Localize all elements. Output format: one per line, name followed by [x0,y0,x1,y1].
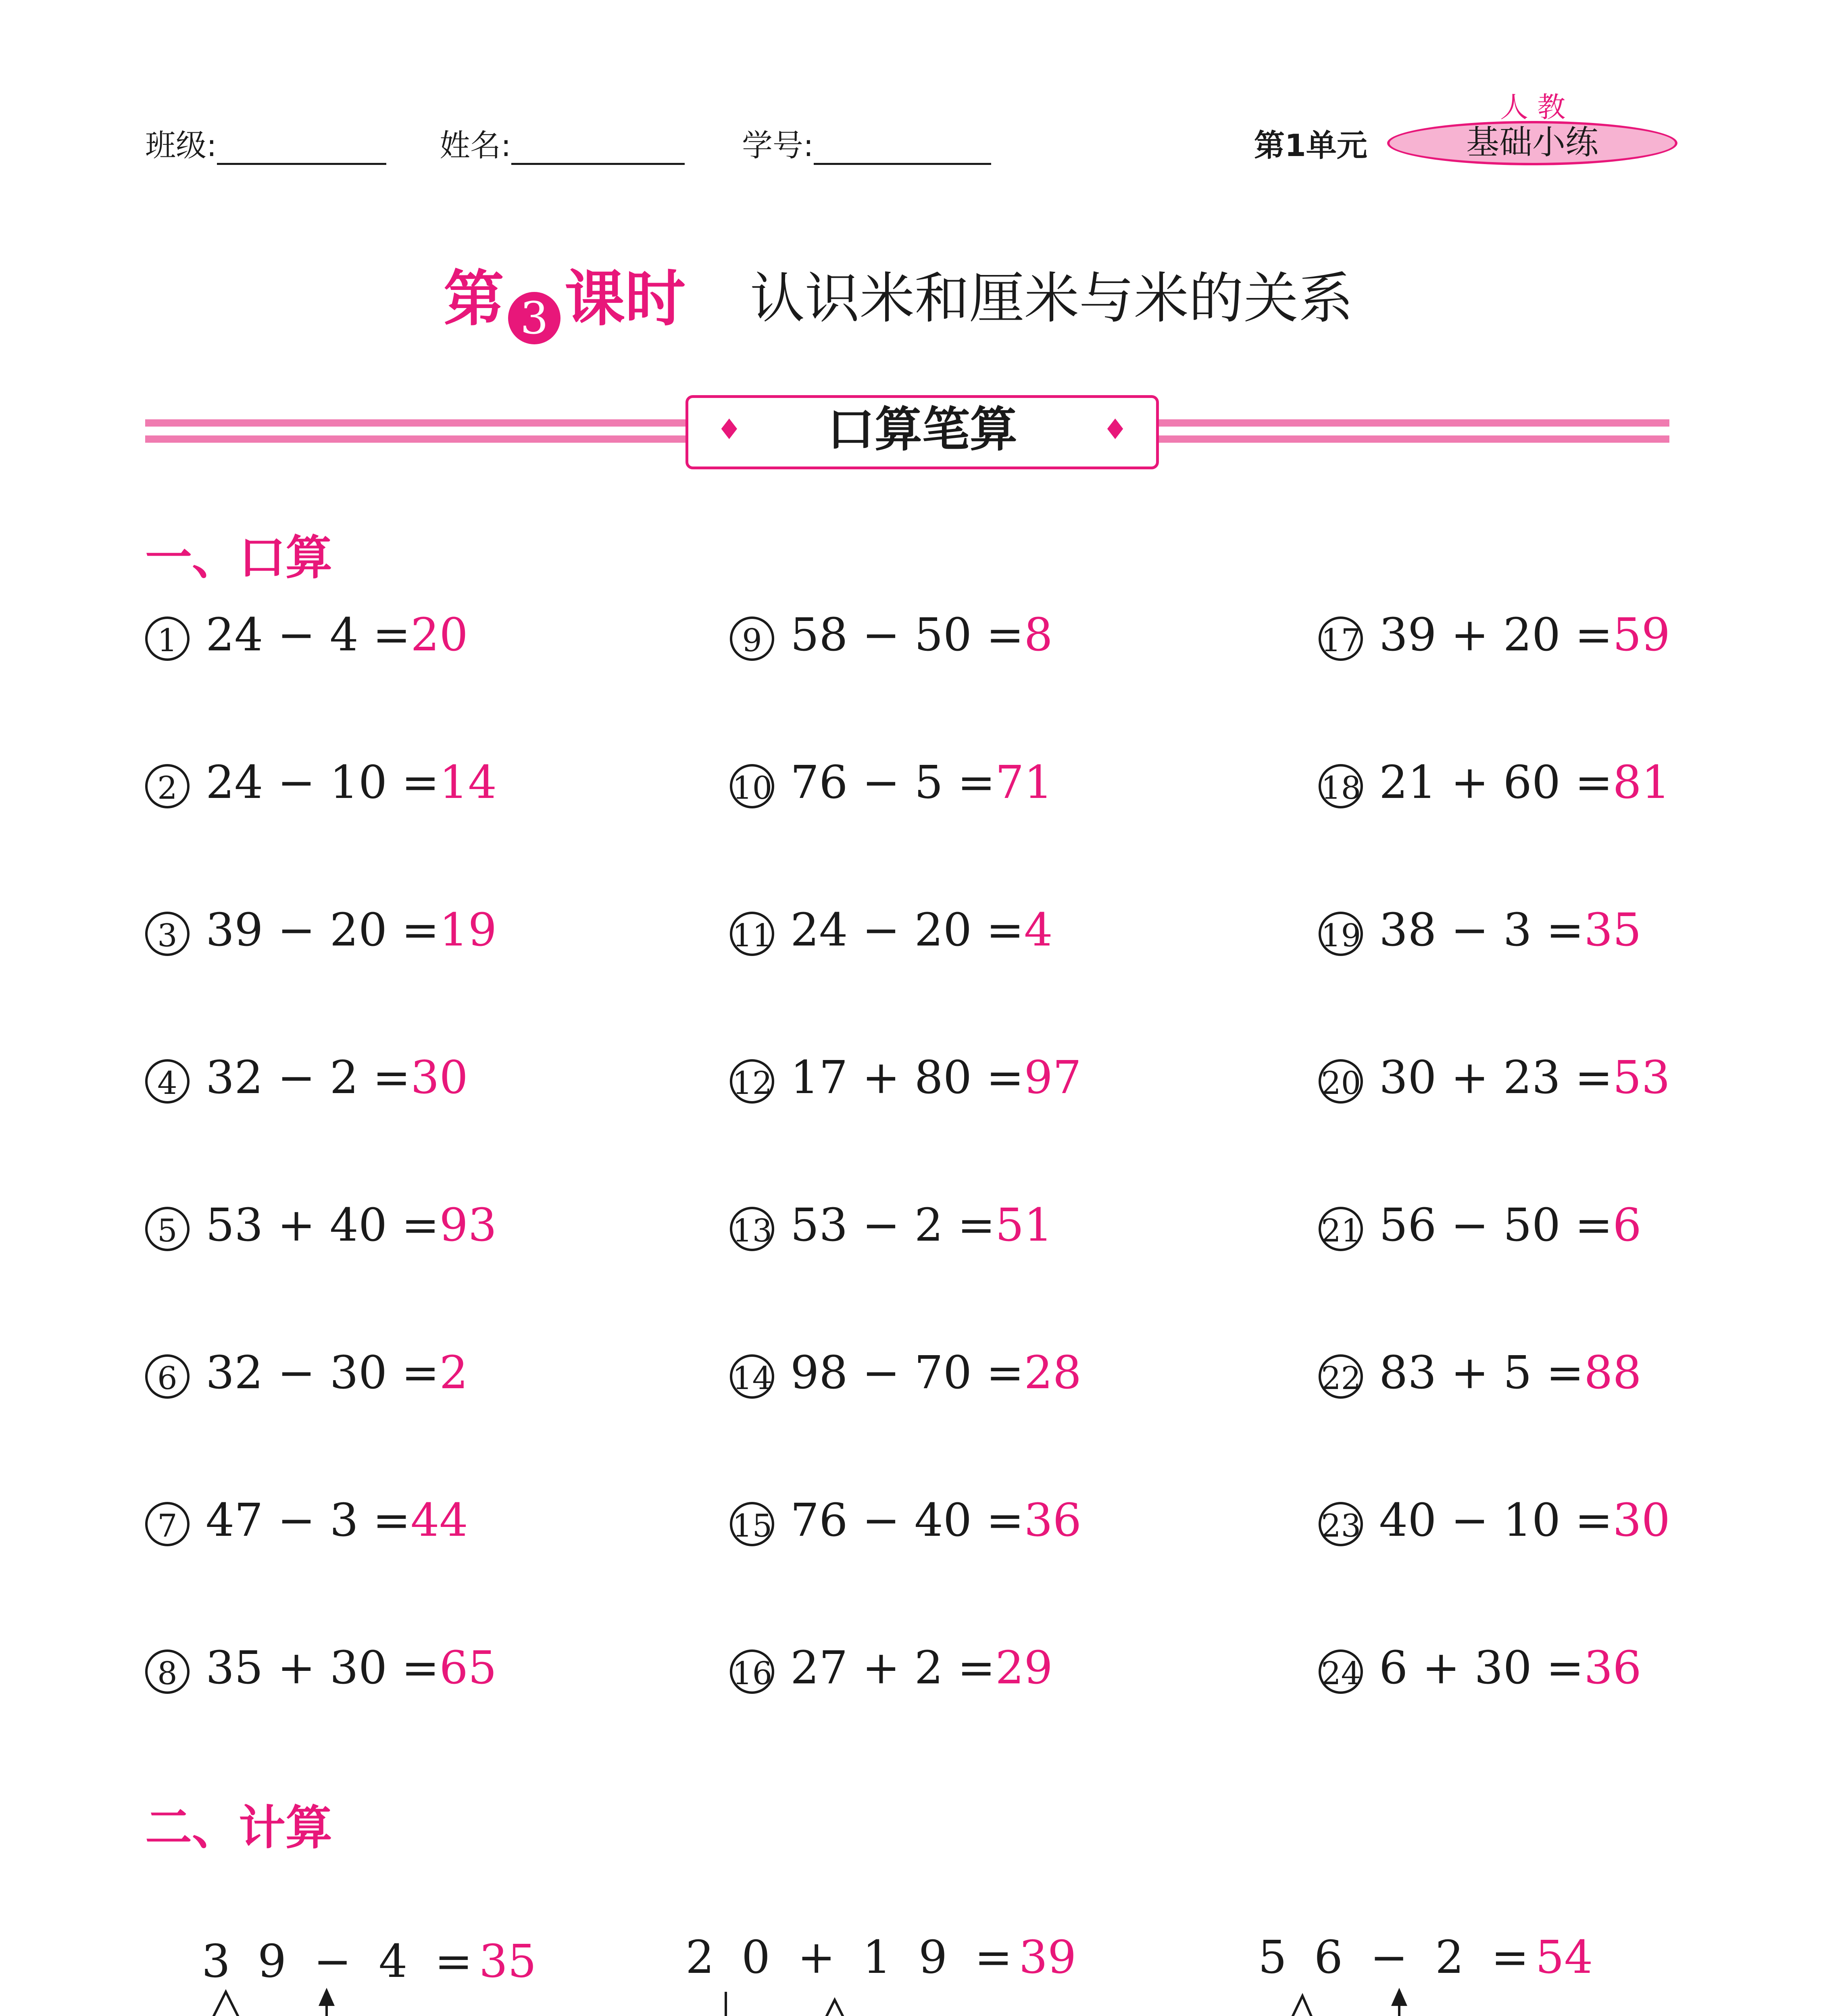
part1-heading: 一、口算 [145,531,332,585]
problem-answer[interactable]: 97 [1024,1052,1082,1104]
calc1-arrow-head [319,1988,335,2006]
problem-answer[interactable]: 14 [439,756,497,809]
problem-expression: 6 + 30 = [1379,1642,1584,1694]
series-badge-text: 基础小练 [1466,123,1598,162]
problem-number: 2 [145,764,190,808]
problem-expression: 56 − 50 = [1379,1199,1613,1252]
problem-answer[interactable]: 30 [1613,1494,1671,1547]
problem-number: 6 [145,1354,190,1399]
id-label: 学号: [742,127,814,163]
problem-number: 10 [730,764,774,808]
problem-expression: 35 + 30 = [206,1642,440,1694]
problem-expression: 21 + 60 = [1379,756,1613,809]
problem-answer[interactable]: 8 [1024,609,1053,661]
problem-answer[interactable]: 53 [1613,1052,1671,1104]
problem-number: 12 [730,1059,774,1104]
problem-number: 16 [730,1649,774,1694]
lesson-suffix: 课时 [565,264,686,334]
problem-answer[interactable]: 51 [995,1199,1053,1252]
diamond-icon: ♦ [1102,413,1128,446]
problem-number: 24 [1319,1649,1363,1694]
problem-expression: 24 − 20 = [790,904,1024,956]
problem-number: 23 [1319,1502,1363,1546]
calc2-bracket-line [726,1992,790,2016]
problem-expression: 98 − 70 = [790,1347,1024,1399]
problem-expression: 53 + 40 = [206,1199,440,1252]
problem-expression: 47 − 3 = [206,1494,411,1547]
calc1-expr: 3 9 − 4 = [202,1935,479,1988]
problem-expression: 76 − 5 = [790,756,996,809]
calc2-expr: 2 0 + 1 9 = [685,1931,1019,1984]
problem-answer[interactable]: 35 [1584,904,1642,956]
calc2-answer: 39 [1019,1931,1077,1984]
problem-expression: 32 − 30 = [206,1347,440,1399]
problem-number: 14 [730,1354,774,1399]
problem-number: 19 [1319,912,1363,956]
part2-heading: 二、计算 [145,1801,332,1855]
problem-answer[interactable]: 4 [1024,904,1053,956]
problem-answer[interactable]: 71 [995,756,1053,809]
problem-number: 7 [145,1502,190,1546]
problem-answer[interactable]: 2 [439,1347,468,1399]
problem-expression: 39 − 20 = [206,904,440,956]
calc2-split-lines [790,2000,879,2016]
problem-number: 21 [1319,1207,1363,1251]
problem-answer[interactable]: 36 [1024,1494,1082,1547]
problem-number: 11 [730,912,774,956]
section-banner-label: 口算笔算 [827,402,1017,457]
problem-number: 22 [1319,1354,1363,1399]
problem-answer[interactable]: 30 [410,1052,468,1104]
problem-answer[interactable]: 36 [1584,1642,1642,1694]
problem-answer[interactable]: 28 [1024,1347,1082,1399]
calc1-arrow-line [274,2000,327,2016]
problem-expression: 17 + 80 = [790,1052,1024,1104]
class-label: 班级: [145,127,217,163]
problem-number: 1 [145,616,190,661]
problem-answer[interactable]: 81 [1613,756,1671,809]
unit-label: 第1单元 [1254,127,1367,163]
problem-number: 3 [145,912,190,956]
problem-expression: 24 − 10 = [206,756,440,809]
problem-answer[interactable]: 6 [1613,1199,1642,1252]
problem-answer[interactable]: 20 [410,609,468,661]
problem-number: 17 [1319,616,1363,661]
calc3-expr: 5 6 − 2 = [1258,1931,1536,1984]
problem-number: 5 [145,1207,190,1251]
problem-number: 15 [730,1502,774,1546]
problem-expression: 76 − 40 = [790,1494,1024,1547]
lesson-number: 3 [508,292,560,344]
problem-number: 13 [730,1207,774,1251]
problem-answer[interactable]: 19 [439,904,497,956]
problem-answer[interactable]: 44 [410,1494,468,1547]
problem-number: 8 [145,1649,190,1694]
problem-number: 18 [1319,764,1363,808]
problem-answer[interactable]: 29 [995,1642,1053,1694]
problem-answer[interactable]: 65 [439,1642,497,1694]
problem-expression: 83 + 5 = [1379,1347,1584,1399]
problem-expression: 24 − 4 = [206,609,411,661]
problem-expression: 32 − 2 = [206,1052,411,1104]
lesson-prefix: 第 [444,264,504,334]
diamond-icon: ♦ [717,413,742,446]
calc1-split-lines [181,1992,270,2016]
calc3-answer: 54 [1535,1931,1593,1984]
calc3-expression [1258,1931,1593,1984]
problem-expression: 30 + 23 = [1379,1052,1613,1104]
page-title: 认识米和厘米与米的关系 [750,267,1353,331]
problem-expression: 40 − 10 = [1379,1494,1613,1547]
problem-expression: 58 − 50 = [790,609,1024,661]
calc3-arrow-head [1391,1988,1407,2006]
problem-number: 9 [730,616,774,661]
problem-answer[interactable]: 93 [439,1199,497,1252]
series-badge-top: 人 教 [1500,91,1566,124]
problem-number: 4 [145,1059,190,1104]
calc1-answer: 35 [479,1935,537,1988]
name-label: 姓名: [440,127,511,163]
calc3-split-lines [1258,1996,1343,2016]
problem-answer[interactable]: 88 [1584,1347,1642,1399]
problem-number: 20 [1319,1059,1363,1104]
calc3-arrow-line [1347,2000,1399,2016]
problem-expression: 53 − 2 = [790,1199,996,1252]
calc2-expression [685,1931,1076,1984]
problem-expression: 38 − 3 = [1379,904,1584,956]
problem-expression: 39 + 20 = [1379,609,1613,661]
problem-answer[interactable]: 59 [1613,609,1671,661]
problem-expression: 27 + 2 = [790,1642,996,1694]
